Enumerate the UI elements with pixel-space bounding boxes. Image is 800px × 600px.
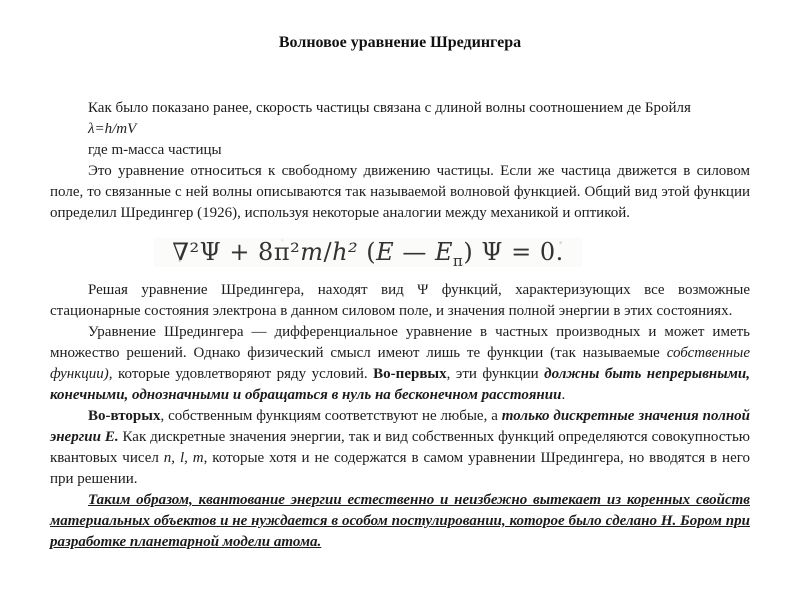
schrodinger-equation xyxy=(154,238,581,270)
paragraph-discrete-energy xyxy=(50,406,750,490)
equation-open-paren: ( xyxy=(358,238,377,266)
discrete-text: , которые хотя и не содержатся в самом уравнении Шредингера, но вводятся в него при решении. xyxy=(50,450,751,487)
paragraph-de-broglie-intro: Как было показано ранее, скорость частицы связана с длиной волны соотношением де Бройля xyxy=(88,100,691,116)
discrete-energy-emphasis: только дискретные значения полной энергии Е. xyxy=(50,408,750,445)
paragraph-free-motion: Это уравнение относиться к свободному движению частицы. Если же частица движется в силовом поле, то связанные с ней волны описываются так называемой волновой функцией. Общий вид этой функции определил Шредингер (1926), используя некоторые аналогии между механикой и оптикой. xyxy=(50,163,750,221)
page-title: Волновое уравнение Шредингера xyxy=(278,34,522,51)
equation-minus: — xyxy=(394,238,435,266)
eigen-text: которые удовлетворяют ряду условий. xyxy=(112,366,374,382)
firstly-label: Во-первых xyxy=(373,366,447,382)
quantum-numbers: n, l, m xyxy=(163,450,204,466)
eigen-text: Уравнение Шредингера — дифференциальное уравнение в частных производных и может иметь множество решений. Однако физический смысл имеют лишь те функции (так называемые xyxy=(50,324,750,361)
paragraph-mass-note: где m-масса частицы xyxy=(88,142,222,158)
discrete-text: , собственным функциям соответствуют не любые, а xyxy=(160,408,502,424)
paragraph-solving: Решая уравнение Шредингера, находят вид Ψ функций, характеризующих все возможные стационарные состояния электрона в данном силовом поле, и значения полной энергии в этих состояниях. xyxy=(50,282,750,319)
equation-potential-energy-symbol: E xyxy=(434,238,453,266)
equation-total-energy-symbol: E xyxy=(376,238,395,266)
discrete-text: Как дискретные значения энергии, так и вид собственных функций определяются совокупностью квантовых чисел xyxy=(50,429,750,466)
eigen-conditions-emphasis: должны быть непрерывными, конечными, однозначными и обращаться в нуль на бесконечном расстоянии xyxy=(50,366,751,403)
equation-planck-symbol: h² xyxy=(332,238,359,266)
equation-prefix: ∇²Ψ + 8π² xyxy=(172,238,301,266)
eigen-text: , эти функции xyxy=(446,366,545,382)
equation-suffix: ) Ψ = 0. xyxy=(463,238,564,266)
schrodinger-equation-figure xyxy=(50,238,750,270)
secondly-label: Во-вторых xyxy=(88,408,161,424)
paragraph-eigenfunctions xyxy=(50,322,750,406)
equation-mass-symbol: m xyxy=(300,238,324,266)
eigen-functions-term: собственные функции), xyxy=(50,345,750,382)
eigen-text: . xyxy=(561,387,566,403)
equation-potential-subscript: п xyxy=(453,251,464,270)
paragraph-conclusion: Таким образом, квантование энергии естественно и неизбежно вытекает из коренных свойств материальных объектов и не нуждается в особом постулировании, которое было сделано Н. Бором при разработке планетарной модели атома. xyxy=(50,492,750,550)
document-body xyxy=(50,98,750,553)
formula-de-broglie: λ=h/mV xyxy=(88,121,137,137)
equation-slash: / xyxy=(323,238,333,266)
